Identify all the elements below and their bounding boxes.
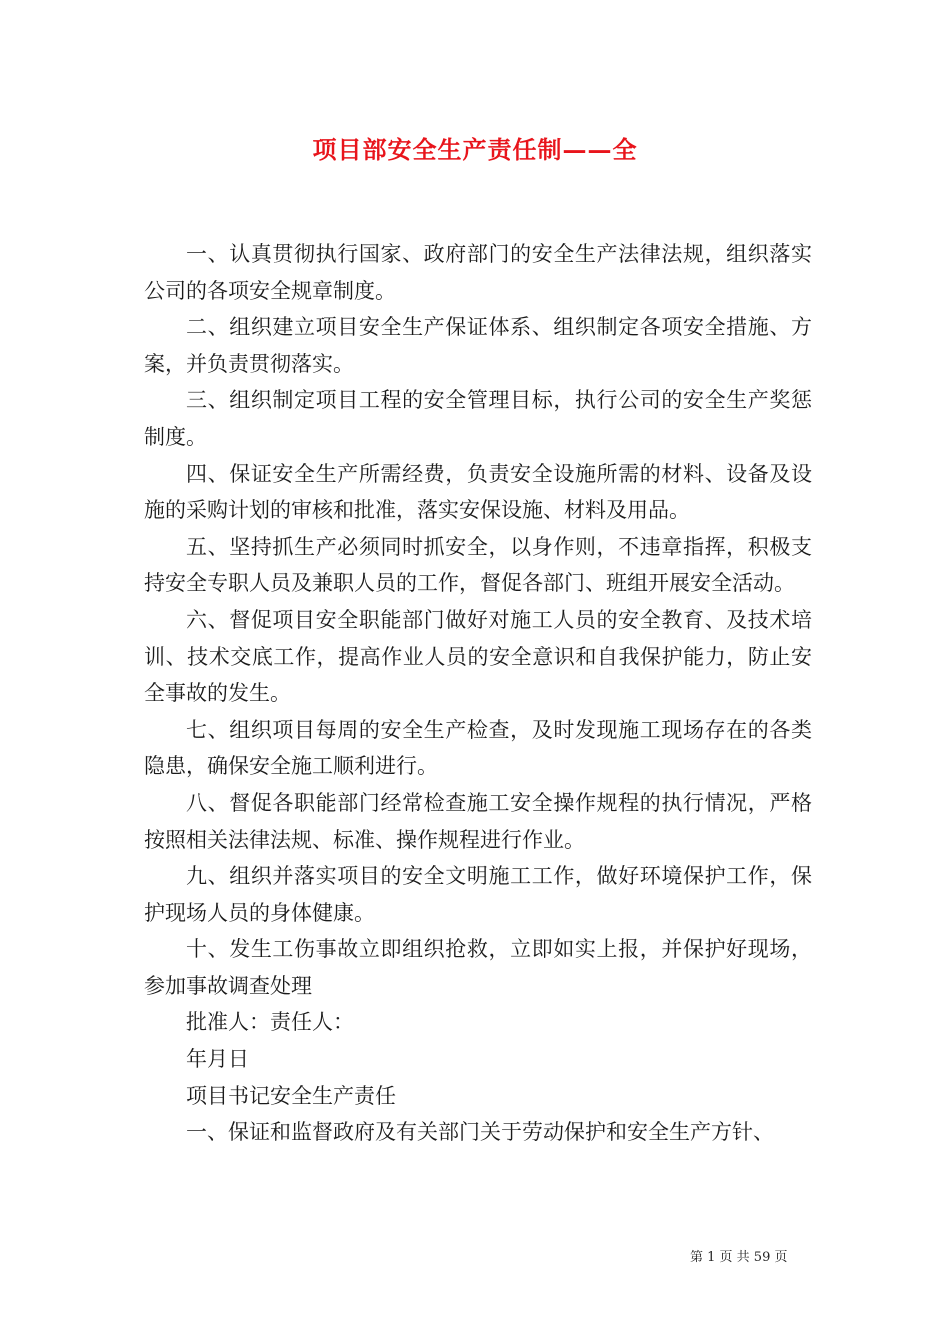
- paragraph-8: 八、督促各职能部门经常检查施工安全操作规程的执行情况，严格按照相关法律法规、标准、操作规程进行作业。: [144, 790, 812, 852]
- paragraph-6: 六、督促项目安全职能部门做好对施工人员的安全教育、及技术培训、技术交底工作，提高作业人员的安全意识和自我保护能力，防止安全事故的发生。: [144, 607, 812, 706]
- paragraph-7: 七、组织项目每周的安全生产检查，及时发现施工现场存在的各类隐患，确保安全施工顺利进行。: [144, 717, 812, 779]
- paragraph-4: 四、保证安全生产所需经费，负责安全设施所需的材料、设备及设施的采购计划的审核和批准，落实安保设施、材料及用品。: [144, 461, 812, 523]
- document-body: [144, 236, 812, 1151]
- page-number: 第 1 页 共 59 页: [690, 1250, 788, 1265]
- document-title: 项目部安全生产责任制——全: [312, 135, 638, 164]
- section-heading: 项目书记安全生产责任: [186, 1083, 396, 1108]
- paragraph-9: 九、组织并落实项目的安全文明施工工作，做好环境保护工作，保护现场人员的身体健康。: [144, 864, 812, 925]
- date-line: 年月日: [186, 1047, 249, 1072]
- paragraph-5: 五、坚持抓生产必须同时抓安全，以身作则，不违章指挥，积极支持安全专职人员及兼职人员的工作，督促各部门、班组开展安全活动。: [144, 534, 812, 596]
- paragraph-1: 一、认真贯彻执行国家、政府部门的安全生产法律法规，组织落实公司的各项安全规章制度。: [144, 242, 812, 303]
- paragraph-10: 十、发生工伤事故立即组织抢救，立即如实上报，并保护好现场，参加事故调查处理: [144, 937, 812, 998]
- paragraph-2: 二、组织建立项目安全生产保证体系、组织制定各项安全措施、方案，并负责贯彻落实。: [144, 315, 812, 376]
- paragraph-continued: 一、保证和监督政府及有关部门关于劳动保护和安全生产方针、: [186, 1120, 774, 1145]
- approver-line: 批准人：责任人：: [186, 1010, 354, 1035]
- paragraph-3: 三、组织制定项目工程的安全管理目标，执行公司的安全生产奖惩制度。: [144, 388, 812, 449]
